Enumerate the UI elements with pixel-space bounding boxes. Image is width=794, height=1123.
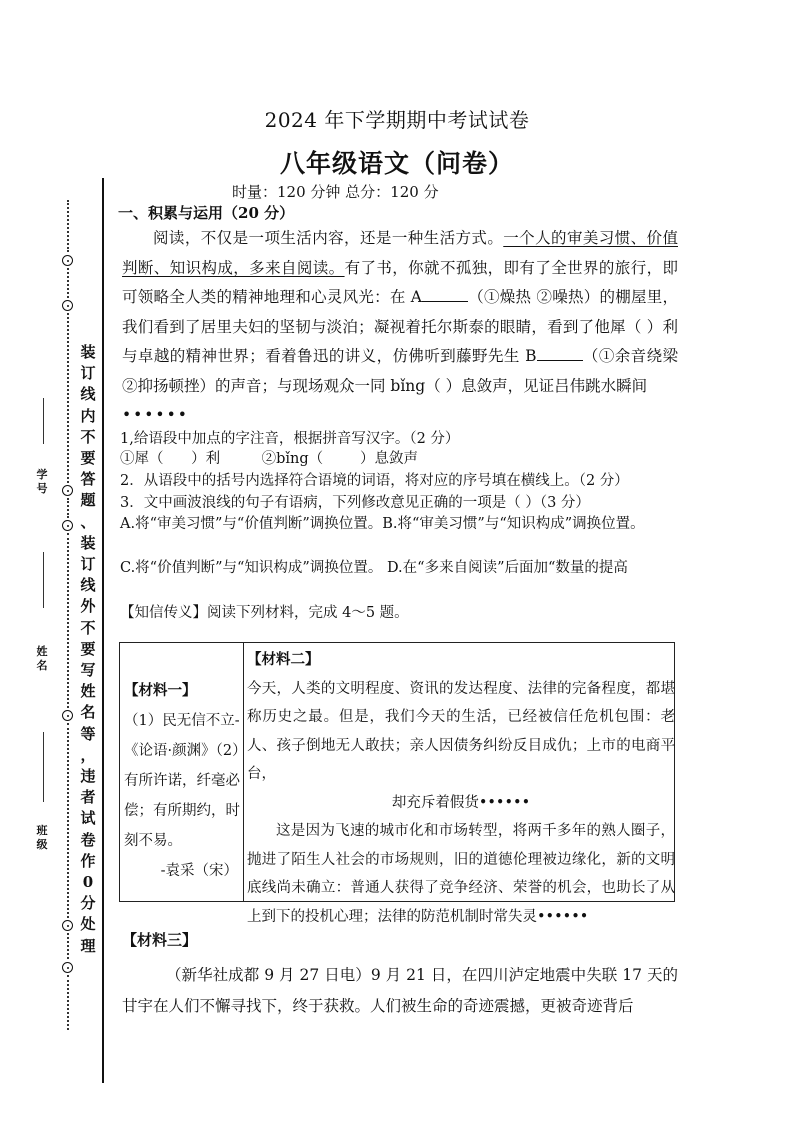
- binding-notice-char: 内: [80, 406, 96, 425]
- material-2: [247, 646, 675, 931]
- binding-notice: [77, 342, 99, 957]
- binding-notice-char: 名: [80, 703, 96, 722]
- dotted-line: [67, 313, 69, 483]
- material-3-title: 【材料三】: [122, 931, 198, 949]
- material-2-p1-end: 却充斥着假货••••••: [391, 794, 531, 811]
- binding-notice-char: 装: [80, 343, 96, 361]
- binding-notice-char: 要: [80, 639, 96, 658]
- dotted-line: [67, 268, 69, 298]
- dotted-line: [67, 498, 69, 518]
- material-3-text: （新华社成都 9 月 27 日电）9 月 21 日，在四川泸定地震中失联 17 天的甘宇在人们不懈寻找下，终于获救。人们被生命的奇迹震撼，更被奇迹背后: [122, 966, 678, 1015]
- binding-notice-char: 订: [80, 364, 96, 383]
- question-3-options-cd[interactable]: C.将“价值判断”与“知识构成”调换位置。 D.在“多来自阅读”后面加“数量的提高: [120, 560, 628, 576]
- question-3-options-ab[interactable]: A.将“审美习惯”与“价值判断”调换位置。B.将“审美习惯”与“知识构成”调换位置。: [120, 516, 645, 532]
- binding-notice-char: 者: [80, 788, 96, 807]
- binding-notice-char: 题: [80, 491, 96, 510]
- binding-notice-char: 违: [80, 767, 96, 786]
- binding-notice-char: 、: [80, 512, 96, 531]
- binding-hole: [62, 300, 73, 311]
- binding-hole: [62, 520, 73, 531]
- binding-hole: [62, 962, 73, 973]
- blank-a[interactable]: [422, 287, 468, 302]
- question-2: 2．从语段中的括号内选择符合语境的词语，将对应的序号填在横线上。（2 分）: [120, 473, 629, 489]
- binding-hole: [62, 255, 73, 266]
- ellipsis: ••••••: [122, 406, 189, 424]
- binding-notice-char: 要: [80, 449, 96, 468]
- class-blank[interactable]: [43, 732, 44, 802]
- material-1-source: -袁采（宋）: [160, 863, 238, 879]
- question-1: 1,给语段中加点的字注音，根据拼音写汉字。（2 分）: [120, 431, 460, 447]
- binding-notice-char: 外: [80, 597, 96, 616]
- binding-notice-char: 等: [80, 724, 96, 743]
- reading-intro: 【知信传义】阅读下列材料，完成 4～5 题。: [120, 605, 409, 621]
- binding-notice-char: 作: [80, 851, 96, 870]
- binding-notice-char: 线: [80, 576, 96, 595]
- binding-notice-char: 答: [80, 470, 96, 489]
- blank-b[interactable]: [537, 346, 583, 361]
- question-3: 3．文中画波浪线的句子有语病，下列修改意见正确的一项是（ ）（3 分）: [120, 495, 590, 511]
- binding-notice-char: 处: [80, 915, 96, 934]
- binding-notice-char: 写: [80, 661, 96, 680]
- wavy-sentence: 一个人的审美习惯、价值判断、知识构成，多来自阅读。: [122, 229, 678, 277]
- binding-notice-char: 卷: [80, 830, 96, 849]
- material-1-text: （1）民无信不立-《论语·颜渊》（2）有所许诺，纤毫必偿；有所期约，时刻不易。: [124, 713, 240, 849]
- dotted-line: [67, 975, 69, 1030]
- binding-notice-char: 分: [80, 894, 96, 913]
- binding-hole: [62, 485, 73, 496]
- exam-title: 2024 年下学期期中考试试卷: [264, 108, 530, 132]
- binding-notice-char: 不: [80, 427, 96, 446]
- student-id-blank[interactable]: [43, 398, 44, 444]
- reading-paragraph: 阅读，不仅是一项生活内容，还是一种生活方式。一个人的审美习惯、价值判断、知识构成，多来自阅读。有了书，你就不孤独，即有了全世界的旅行，即可领略全人类的精神地理和心灵风光：在 A （①燥热 ②噪热）的棚屋里，我们看到了居里夫妇的坚韧与淡泊；凝视着托尔斯泰的眼睛，看到了他犀（ ）利与卓越的精神世界；看着鲁迅的讲义，仿佛听到藤野先生 B （①余音绕梁 ②抑扬顿挫）的声音；与现场观众一同 bǐng（ ）息敛声，见证吕伟跳水瞬间 ••••••: [122, 229, 678, 424]
- binding-notice-char: 订: [80, 555, 96, 574]
- name-blank[interactable]: [43, 552, 44, 608]
- question-1-answer-line[interactable]: ①犀（ ）利 ②bǐng（ ）息敛声: [120, 451, 419, 467]
- binding-notice-char: 装: [80, 533, 96, 552]
- binding-notice-char: ，: [80, 745, 96, 764]
- dotted-line: [67, 933, 69, 959]
- binding-notice-char: 线: [80, 385, 96, 404]
- material-2-title: 【材料二】: [247, 651, 320, 668]
- dotted-line: [67, 533, 69, 708]
- class-label: 班级: [36, 824, 48, 851]
- material-2-p1: 今天，人类的文明程度、资讯的发达程度、法律的完备程度，都堪称历史之最。但是，我们今天的生活，已经被信任危机包围：老人、孩子倒地无人敢扶；亲人因债务纠纷反目成仇；上市的电商平台，: [247, 680, 675, 782]
- dotted-line: [67, 200, 69, 252]
- section-heading: 一、积累与运用（20 分）: [118, 204, 295, 222]
- student-id-label: 学号: [36, 468, 48, 495]
- binding-line: [102, 178, 104, 1083]
- binding-hole: [62, 710, 73, 721]
- binding-notice-char: 试: [80, 809, 96, 828]
- binding-notice-char: 不: [80, 618, 96, 637]
- exam-meta: 时量：120 分钟 总分：120 分: [232, 183, 439, 201]
- subject-title: 八年级语文（问卷）: [279, 149, 514, 178]
- binding-notice-char: 理: [80, 936, 96, 955]
- binding-hole: [62, 920, 73, 931]
- material-1: [124, 676, 244, 886]
- material-2-p2: 这是因为飞速的城市化和市场转型，将两千多年的熟人圈子，抛进了陌生人社会的市场规则，旧的道德伦理被边缘化，新的文明底线尚未确立：普通人获得了竞争经济、荣誉的机会，也助长了从上到下的投机心理；法律的防范机制时常失灵••••••: [247, 823, 675, 925]
- name-label: 姓名: [36, 645, 48, 672]
- material-1-title: 【材料一】: [124, 682, 197, 699]
- binding-notice-char: 姓: [80, 682, 96, 701]
- dotted-line: [67, 723, 69, 918]
- binding-notice-char: 0: [82, 873, 94, 892]
